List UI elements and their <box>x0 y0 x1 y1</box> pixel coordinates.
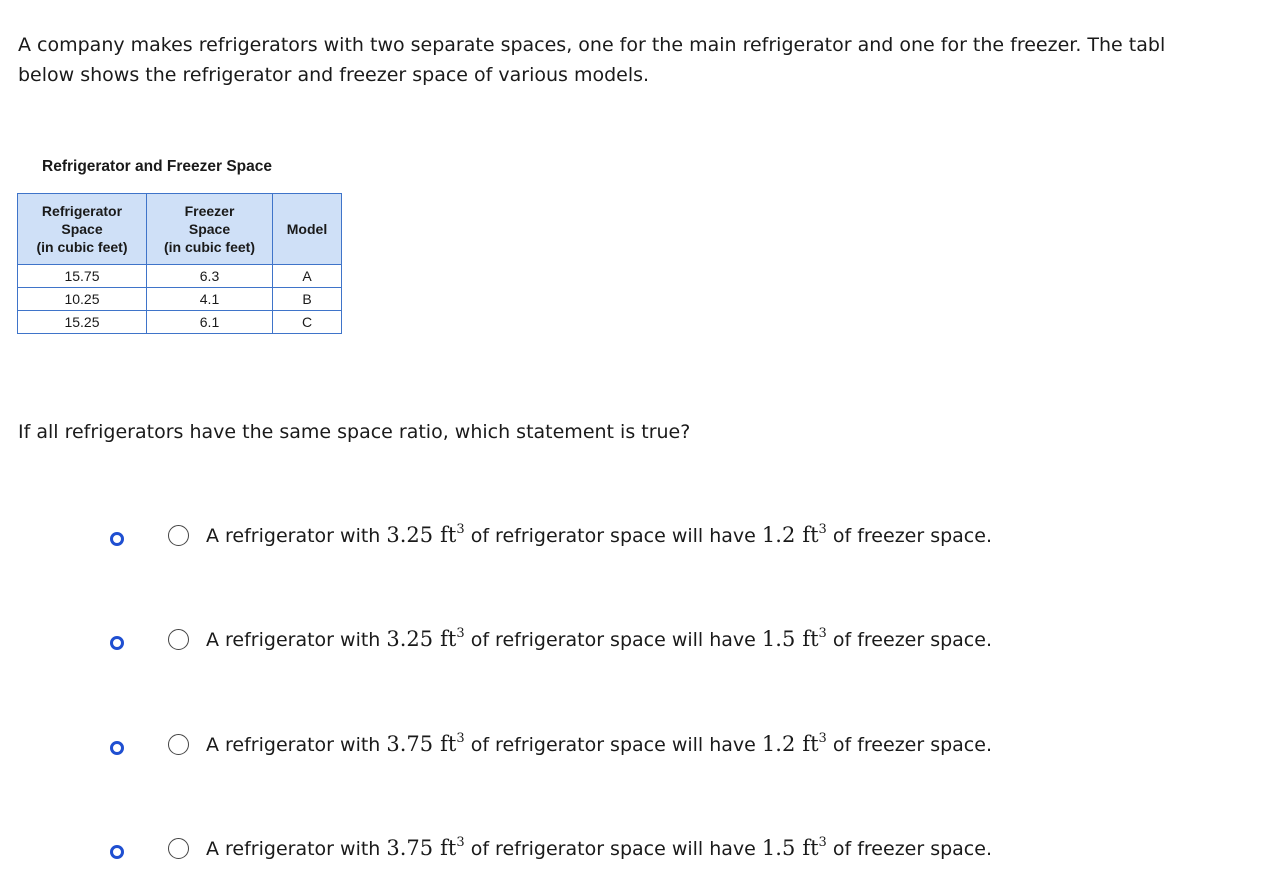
answer-option-2[interactable] <box>0 622 1271 662</box>
answer-option-3[interactable] <box>0 727 1271 767</box>
cell-model: B <box>273 288 342 311</box>
bullet-icon <box>110 845 124 859</box>
question-text: If all refrigerators have the same space ratio, which statement is true? <box>18 421 691 443</box>
cell-freezer-space: 4.1 <box>147 288 273 311</box>
table-row <box>18 311 342 334</box>
bullet-icon <box>110 532 124 546</box>
radio-button[interactable] <box>168 629 189 650</box>
cell-model: C <box>273 311 342 334</box>
bullet-icon <box>110 741 124 755</box>
math-fridge-volume: 3.25 $ft^3$ <box>386 522 465 547</box>
table-title: Refrigerator and Freezer Space <box>42 158 273 175</box>
math-freezer-volume: 1.5 $ft^3$ <box>761 626 827 651</box>
radio-button[interactable] <box>168 525 189 546</box>
answer-option-1[interactable] <box>0 518 1271 558</box>
header-freezer-space: Freezer Space (in cubic feet) <box>147 194 273 265</box>
math-freezer-volume: 1.2 $ft^3$ <box>761 522 827 547</box>
table-row <box>18 288 342 311</box>
cell-refrigerator-space: 10.25 <box>18 288 147 311</box>
header-model: Model <box>273 194 342 265</box>
answer-option-4[interactable] <box>0 831 1271 871</box>
cell-freezer-space: 6.1 <box>147 311 273 334</box>
table-header-row <box>18 194 342 265</box>
cell-freezer-space: 6.3 <box>147 265 273 288</box>
option-text: A refrigerator with 3.25 $ft^3$ of refrigerator space will have 1.2 $ft^3$ of freezer space. <box>206 522 992 547</box>
option-text: A refrigerator with 3.75 $ft^3$ of refrigerator space will have 1.2 $ft^3$ of freezer space. <box>206 731 992 756</box>
cell-model: A <box>273 265 342 288</box>
data-table <box>17 193 342 334</box>
math-freezer-volume: 1.2 $ft^3$ <box>761 731 827 756</box>
math-fridge-volume: 3.25 $ft^3$ <box>386 626 465 651</box>
cell-refrigerator-space: 15.75 <box>18 265 147 288</box>
radio-button[interactable] <box>168 838 189 859</box>
math-freezer-volume: 1.5 $ft^3$ <box>761 835 827 860</box>
math-fridge-volume: 3.75 $ft^3$ <box>386 835 465 860</box>
bullet-icon <box>110 636 124 650</box>
math-fridge-volume: 3.75 $ft^3$ <box>386 731 465 756</box>
table-row <box>18 265 342 288</box>
intro-text <box>18 30 1268 90</box>
option-text: A refrigerator with 3.25 $ft^3$ of refrigerator space will have 1.5 $ft^3$ of freezer space. <box>206 626 992 651</box>
radio-button[interactable] <box>168 734 189 755</box>
header-refrigerator-space: Refrigerator Space (in cubic feet) <box>18 194 147 265</box>
option-text: A refrigerator with 3.75 $ft^3$ of refrigerator space will have 1.5 $ft^3$ of freezer space. <box>206 835 992 860</box>
intro-line-2: below shows the refrigerator and freezer space of various models. <box>18 64 650 86</box>
intro-line-1: A company makes refrigerators with two separate spaces, one for the main refrigerator and one for the freezer. The tabl <box>18 34 1166 56</box>
cell-refrigerator-space: 15.25 <box>18 311 147 334</box>
